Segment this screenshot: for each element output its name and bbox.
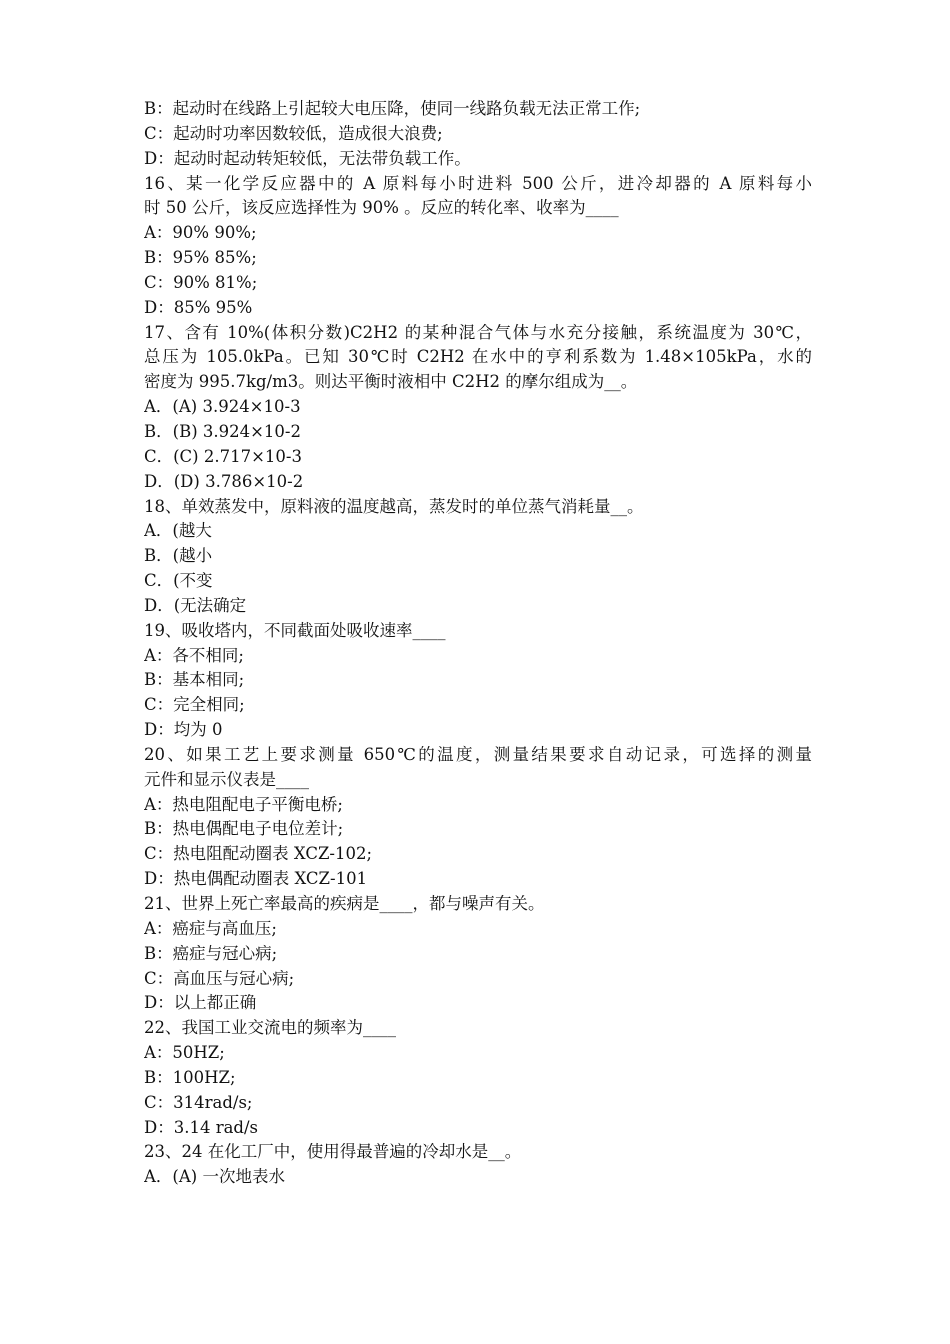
text-line: B：100HZ; <box>144 1067 236 1087</box>
text-line: 总压为 105.0kPa。已知 30℃时 C2H2 在水中的亨利系数为 1.48×105kPa，水的 <box>144 347 812 367</box>
text-line: C：起动时功率因数较低，造成很大浪费; <box>144 123 443 143</box>
text-line: D：起动时起动转矩较低，无法带负载工作。 <box>144 148 471 168</box>
text-line: A：热电阻配电子平衡电桥; <box>144 794 343 814</box>
text-line: B．(越小 <box>144 546 213 566</box>
text-line: A．(A) 3.924×10-3 <box>144 397 301 417</box>
text-line: B：起动时在线路上引起较大电压降，使同一线路负载无法正常工作; <box>144 99 641 118</box>
text-line: C：314rad/s; <box>144 1092 253 1112</box>
text-line: 20、如果工艺上要求测量 650℃的温度，测量结果要求自动记录，可选择的测量 <box>144 744 812 764</box>
text-line: C．(不变 <box>144 571 213 591</box>
text-line: 17、含有 10%(体积分数)C2H2 的某种混合气体与水充分接触，系统温度为 30℃， <box>144 322 812 342</box>
text-line: 密度为 995.7kg/m3。则达平衡时液相中 C2H2 的摩尔组成为__。 <box>144 372 638 392</box>
text-line: A：癌症与高血压; <box>144 918 277 938</box>
text-line: A．(A) 一次地表水 <box>144 1167 285 1187</box>
text-line: C：高血压与冠心病; <box>144 968 295 988</box>
text-line: A：90% 90%; <box>144 223 257 243</box>
text-line: C：90% 81%; <box>144 272 258 292</box>
text-line: 19、吸收塔内，不同截面处吸收速率____ <box>144 620 446 640</box>
text-line: D．(无法确定 <box>144 595 247 615</box>
text-line: B．(B) 3.924×10-2 <box>144 421 301 441</box>
text-line: D：85% 95% <box>144 297 253 317</box>
text-line: 时 50 公斤，该反应选择性为 90% 。反应的转化率、收率为____ <box>144 198 619 218</box>
text-line: C：热电阻配动圈表 XCZ-102; <box>144 844 373 864</box>
text-line: 16、某一化学反应器中的 A 原料每小时进料 500 公斤，进冷却器的 A 原料每小 <box>144 173 812 193</box>
text-line: B：95% 85%; <box>144 248 257 268</box>
text-line: D：以上都正确 <box>144 993 257 1013</box>
document-page <box>144 97 812 1190</box>
text-line: B：热电偶配电子电位差计; <box>144 819 344 839</box>
text-line: B：基本相同; <box>144 670 245 690</box>
text-line: D：3.14 rad/s <box>144 1117 259 1137</box>
text-line: 18、单效蒸发中，原料液的温度越高，蒸发时的单位蒸气消耗量__。 <box>144 496 644 516</box>
text-line: A：各不相同; <box>144 645 244 665</box>
text-line: A：50HZ; <box>144 1043 225 1063</box>
text-line: B：癌症与冠心病; <box>144 943 278 963</box>
text-line: 元件和显示仪表是____ <box>144 769 309 789</box>
text-line: A．(越大 <box>144 521 212 541</box>
text-line: 21、世界上死亡率最高的疾病是____，都与噪声有关。 <box>144 894 545 913</box>
text-line: 23、24 在化工厂中，使用得最普遍的冷却水是__。 <box>144 1142 522 1162</box>
text-line: C：完全相同; <box>144 695 245 715</box>
text-line: 22、我国工业交流电的频率为____ <box>144 1018 396 1038</box>
text-line: D．(D) 3.786×10-2 <box>144 471 304 491</box>
text-line: C．(C) 2.717×10-3 <box>144 446 302 466</box>
text-line: D：均为 0 <box>144 720 223 740</box>
text-line: D：热电偶配动圈表 XCZ-101 <box>144 869 368 889</box>
